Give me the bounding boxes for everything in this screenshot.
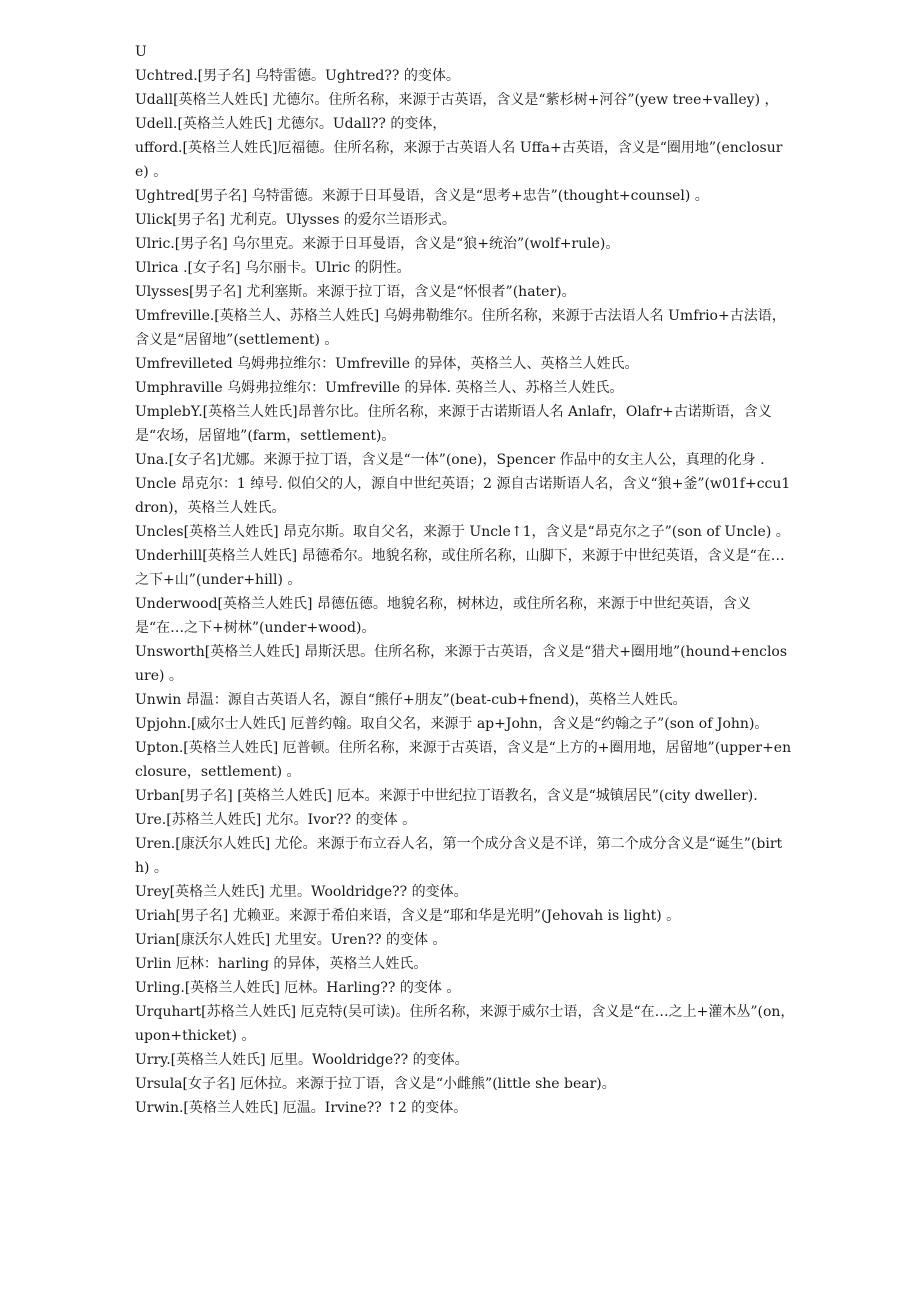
entry-upjohn: Upjohn.[威尔士人姓氏] 厄普约翰。取自父名，来源于 ap+John，含义是“约翰之子”(son of John)。 <box>135 716 769 732</box>
entry-ufford: ufford.[英格兰人姓氏]厄福德。住所名称，来源于古英语人名 Uffa+古英语，含义是“圈用地”(enclosure) 。 <box>135 140 783 180</box>
entry-urling: Urling.[英格兰人姓氏] 厄林。Harling?? 的变体 。 <box>135 980 461 996</box>
entry-urwin: Urwin.[英格兰人姓氏] 厄温。Irvine?? ↑2 的变体。 <box>135 1100 468 1116</box>
entry-una: Una.[女子名]尤娜。来源于拉丁语，含义是“一体”(one)，Spencer 作品中的女主人公，真理的化身 . <box>135 452 765 468</box>
entry-ure: Ure.[苏格兰人姓氏] 尤尔。Ivor?? 的变体 。 <box>135 812 417 828</box>
entry-urian: Urian[康沃尔人姓氏] 尤里安。Uren?? 的变体 。 <box>135 932 447 948</box>
entry-urlin: Urlin 厄林：harling 的异体，英格兰人姓氏。 <box>135 956 428 972</box>
entry-udall: Udall[英格兰人姓氏] 尤德尔。住所名称，来源于古英语，含义是“紫杉树+河谷”(yew tree+valley) ， <box>135 92 779 108</box>
entry-udell: Udell.[英格兰人姓氏] 尤德尔。Udall?? 的变体， <box>135 116 447 132</box>
entry-uncle: Uncle 昂克尔：1 绰号. 似伯父的人，源自中世纪英语；2 源自古诺斯语人名，含义“狼+釜”(w01f+ccu1dron)，英格兰人姓氏。 <box>135 476 791 516</box>
entry-umphraville: Umphraville 乌姆弗拉维尔：Umfreville 的异体. 英格兰人、苏格兰人姓氏。 <box>135 380 624 396</box>
entry-list <box>135 64 795 1120</box>
entry-ursula: Ursula[女子名] 厄休拉。来源于拉丁语，含义是“小雌熊”(little she bear)。 <box>135 1076 616 1092</box>
entry-uncles: Uncles[英格兰人姓氏] 昂克尔斯。取自父名，来源于 Uncle↑1，含义是“昂克尔之子”(son of Uncle) 。 <box>135 524 790 540</box>
entry-upton: Upton.[英格兰人姓氏] 厄普顿。住所名称，来源于古英语，含义是“上方的+圈用地，居留地”(upper+enclosure，settlement) 。 <box>135 740 792 780</box>
entry-ulick: Ulick[男子名] 尤利克。Ulysses 的爱尔兰语形式。 <box>135 212 456 228</box>
entry-urry: Urry.[英格兰人姓氏] 厄里。Wooldridge?? 的变体。 <box>135 1052 469 1068</box>
entry-urquhart: Urquhart[苏格兰人姓氏] 厄克特(吴可读)。住所名称，来源于威尔士语，含义是“在…之上+灌木丛”(on，upon+thicket) 。 <box>135 1004 795 1044</box>
entry-urey: Urey[英格兰人姓氏] 尤里。Wooldridge?? 的变体。 <box>135 884 468 900</box>
entry-uren: Uren.[康沃尔人姓氏] 尤伦。来源于布立吞人名，第一个成分含义是不详，第二个成分含义是“诞生”(birth) 。 <box>135 836 783 876</box>
entry-umfreville: Umfreville.[英格兰人、苏格兰人姓氏] 乌姆弗勒维尔。住所名称，来源于古法语人名 Umfrio+古法语，含义是“居留地”(settlement) 。 <box>135 308 786 348</box>
entry-unsworth: Unsworth[英格兰人姓氏] 昂斯沃思。住所名称，来源于古英语，含义是“猎犬+圈用地”(hound+enclosure) 。 <box>135 644 788 684</box>
section-letter-heading: U <box>135 44 147 60</box>
entry-underhill: Underhill[英格兰人姓氏] 昂德希尔。地貌名称，或住所名称，山脚下，来源于中世纪英语，含义是“在…之下+山”(under+hill) 。 <box>135 548 785 588</box>
entry-underwood: Underwood[英格兰人姓氏] 昂德伍德。地貌名称，树林边，或住所名称，来源于中世纪英语，含义是“在…之下+树林”(under+wood)。 <box>135 596 751 636</box>
entry-unwin: Unwin 昂温：源自古英语人名，源自“熊仔+朋友”(beat-cub+fnend)，英格兰人姓氏。 <box>135 692 687 708</box>
entry-ulric: Ulric.[男子名] 乌尔里克。来源于日耳曼语，含义是“狼+统治”(wolf+rule)。 <box>135 236 620 252</box>
entry-ulrica: Ulrica .[女子名] 乌尔丽卡。Ulric 的阴性。 <box>135 260 411 276</box>
entry-umpleby: UmplebY.[英格兰人姓氏]昂普尔比。住所名称，来源于古诺斯语人名 Anlafr，Olafr+古诺斯语，含义是“农场，居留地”(farm，settlement)。 <box>135 404 772 444</box>
document-page <box>135 40 795 1120</box>
entry-umfrevilleted: Umfrevilleted 乌姆弗拉维尔：Umfreville 的异体，英格兰人、英格兰人姓氏。 <box>135 356 639 372</box>
entry-ughtred: Ughtred[男子名] 乌特雷德。来源于日耳曼语，含义是“思考+忠告”(thought+counsel) 。 <box>135 188 709 204</box>
entry-urban: Urban[男子名] [英格兰人姓氏] 厄本。来源于中世纪拉丁语教名，含义是“城镇居民”(city dweller). <box>135 788 758 804</box>
entry-uriah: Uriah[男子名] 尤赖亚。来源于希伯来语，含义是“耶和华是光明”(Jehovah is light) 。 <box>135 908 681 924</box>
entry-uchtred: Uchtred.[男子名] 乌特雷德。Ughtred?? 的变体。 <box>135 68 460 84</box>
entry-ulysses: Ulysses[男子名] 尤利塞斯。来源于拉丁语，含义是“怀恨者”(hater)。 <box>135 284 576 300</box>
